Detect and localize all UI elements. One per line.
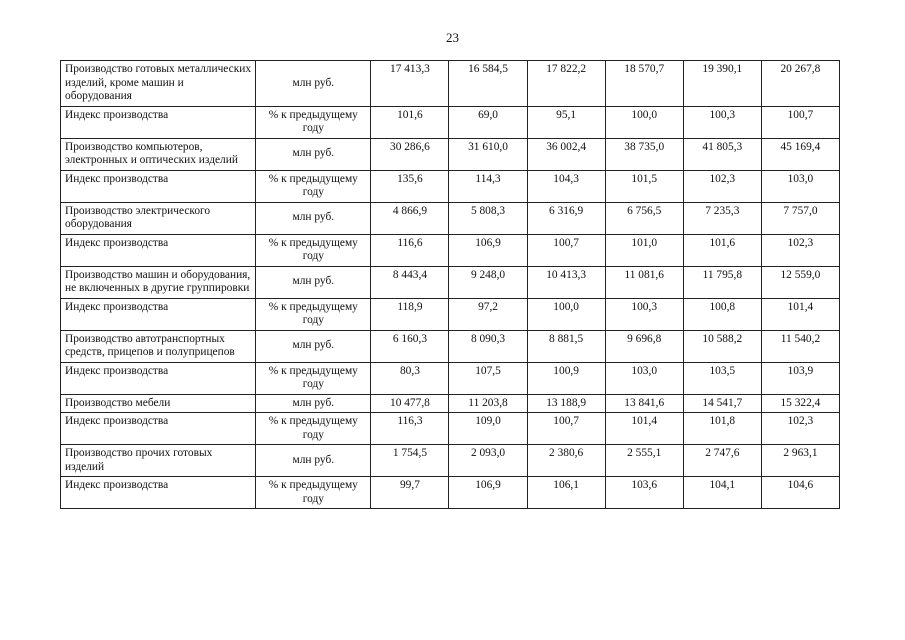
table-row [61,394,840,413]
value-cell: 103,5 [683,362,761,394]
value-cell: 102,3 [683,170,761,202]
value-cell: 69,0 [449,106,527,138]
value-cell: 99,7 [371,477,449,509]
indicator-name-cell: Индекс производства [61,413,256,445]
indicator-name-cell: Производство компьютеров, электронных и оптических изделий [61,138,256,170]
value-cell: 7 757,0 [761,202,839,234]
unit-cell: % к предыдущему году [256,477,371,509]
value-cell: 4 866,9 [371,202,449,234]
value-cell: 100,3 [683,106,761,138]
unit-cell: % к предыдущему году [256,362,371,394]
value-cell: 135,6 [371,170,449,202]
table-row [61,170,840,202]
table-row [61,298,840,330]
value-cell: 17 413,3 [371,61,449,107]
unit-cell: % к предыдущему году [256,106,371,138]
value-cell: 100,0 [605,106,683,138]
value-cell: 1 754,5 [371,445,449,477]
value-cell: 95,1 [527,106,605,138]
value-cell: 8 443,4 [371,266,449,298]
value-cell: 116,3 [371,413,449,445]
value-cell: 6 316,9 [527,202,605,234]
value-cell: 6 160,3 [371,330,449,362]
value-cell: 114,3 [449,170,527,202]
value-cell: 80,3 [371,362,449,394]
unit-cell: % к предыдущему году [256,234,371,266]
value-cell: 101,6 [683,234,761,266]
unit-cell: млн руб. [256,330,371,362]
table-row [61,106,840,138]
value-cell: 103,0 [761,170,839,202]
indicator-name-cell: Производство машин и оборудования, не включенных в другие группировки [61,266,256,298]
value-cell: 101,6 [371,106,449,138]
value-cell: 116,6 [371,234,449,266]
value-cell: 101,4 [605,413,683,445]
value-cell: 104,6 [761,477,839,509]
value-cell: 10 413,3 [527,266,605,298]
value-cell: 31 610,0 [449,138,527,170]
value-cell: 101,0 [605,234,683,266]
value-cell: 100,8 [683,298,761,330]
value-cell: 11 540,2 [761,330,839,362]
table-row [61,202,840,234]
value-cell: 8 090,3 [449,330,527,362]
indicator-name-cell: Индекс производства [61,170,256,202]
value-cell: 2 963,1 [761,445,839,477]
value-cell: 104,3 [527,170,605,202]
value-cell: 6 756,5 [605,202,683,234]
value-cell: 101,5 [605,170,683,202]
value-cell: 9 696,8 [605,330,683,362]
indicator-name-cell: Индекс производства [61,362,256,394]
indicator-name-cell: Производство готовых металлических изделий, кроме машин и оборудования [61,61,256,107]
value-cell: 36 002,4 [527,138,605,170]
value-cell: 101,4 [761,298,839,330]
value-cell: 100,7 [527,234,605,266]
value-cell: 2 555,1 [605,445,683,477]
table-row [61,477,840,509]
statistics-table [60,60,840,509]
value-cell: 12 559,0 [761,266,839,298]
table-row [61,330,840,362]
value-cell: 10 477,8 [371,394,449,413]
value-cell: 100,3 [605,298,683,330]
value-cell: 41 805,3 [683,138,761,170]
value-cell: 8 881,5 [527,330,605,362]
value-cell: 2 093,0 [449,445,527,477]
table-row [61,362,840,394]
table-row [61,234,840,266]
table-row [61,138,840,170]
unit-cell: млн руб. [256,445,371,477]
unit-cell: % к предыдущему году [256,298,371,330]
value-cell: 9 248,0 [449,266,527,298]
unit-cell: млн руб. [256,138,371,170]
unit-cell: млн руб. [256,394,371,413]
unit-cell: % к предыдущему году [256,170,371,202]
value-cell: 5 808,3 [449,202,527,234]
value-cell: 20 267,8 [761,61,839,107]
indicator-name-cell: Индекс производства [61,298,256,330]
indicator-name-cell: Производство автотранспортных средств, прицепов и полуприцепов [61,330,256,362]
value-cell: 103,9 [761,362,839,394]
value-cell: 102,3 [761,234,839,266]
unit-cell: % к предыдущему году [256,413,371,445]
indicator-name-cell: Производство мебели [61,394,256,413]
value-cell: 15 322,4 [761,394,839,413]
indicator-name-cell: Производство электрического оборудования [61,202,256,234]
value-cell: 19 390,1 [683,61,761,107]
value-cell: 13 841,6 [605,394,683,413]
value-cell: 10 588,2 [683,330,761,362]
value-cell: 17 822,2 [527,61,605,107]
value-cell: 102,3 [761,413,839,445]
value-cell: 16 584,5 [449,61,527,107]
unit-cell: млн руб. [256,266,371,298]
value-cell: 109,0 [449,413,527,445]
value-cell: 107,5 [449,362,527,394]
unit-cell: млн руб. [256,61,371,107]
value-cell: 106,9 [449,234,527,266]
table-row [61,445,840,477]
value-cell: 45 169,4 [761,138,839,170]
value-cell: 100,7 [527,413,605,445]
value-cell: 100,0 [527,298,605,330]
value-cell: 100,7 [761,106,839,138]
value-cell: 106,1 [527,477,605,509]
unit-cell: млн руб. [256,202,371,234]
table-body [61,61,840,509]
value-cell: 14 541,7 [683,394,761,413]
value-cell: 7 235,3 [683,202,761,234]
value-cell: 18 570,7 [605,61,683,107]
value-cell: 103,0 [605,362,683,394]
value-cell: 30 286,6 [371,138,449,170]
value-cell: 100,9 [527,362,605,394]
indicator-name-cell: Индекс производства [61,106,256,138]
table-row [61,413,840,445]
value-cell: 13 188,9 [527,394,605,413]
indicator-name-cell: Индекс производства [61,477,256,509]
value-cell: 103,6 [605,477,683,509]
value-cell: 104,1 [683,477,761,509]
value-cell: 11 795,8 [683,266,761,298]
indicator-name-cell: Индекс производства [61,234,256,266]
indicator-name-cell: Производство прочих готовых изделий [61,445,256,477]
value-cell: 11 081,6 [605,266,683,298]
value-cell: 97,2 [449,298,527,330]
value-cell: 118,9 [371,298,449,330]
value-cell: 106,9 [449,477,527,509]
value-cell: 2 380,6 [527,445,605,477]
table-row [61,61,840,107]
value-cell: 11 203,8 [449,394,527,413]
value-cell: 2 747,6 [683,445,761,477]
page-number: 23 [446,30,459,45]
value-cell: 101,8 [683,413,761,445]
table-row [61,266,840,298]
value-cell: 38 735,0 [605,138,683,170]
